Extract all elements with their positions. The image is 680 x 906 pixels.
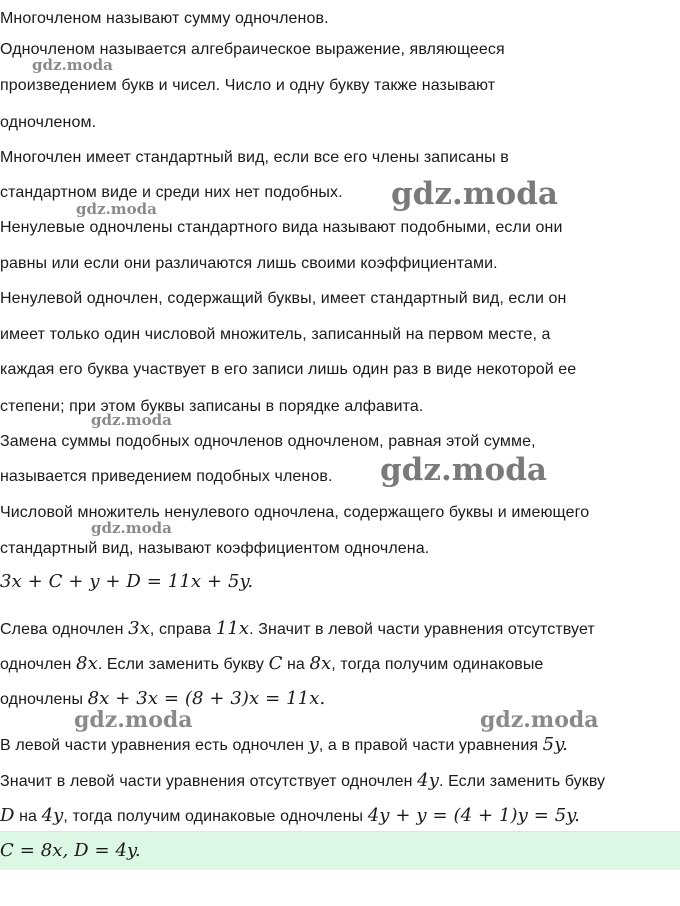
theory-line: каждая его буква участвует в его записи лишь один раз в виде некоторой ее bbox=[0, 361, 577, 378]
theory-line: называется приведением подобных членов. bbox=[0, 468, 333, 485]
theory-line: Одночленом называется алгебраическое выражение, являющееся bbox=[0, 41, 505, 58]
solution-line: D на 4y, тогда получим одинаковые одночлены 4y + y = (4 + 1)y = 5y. bbox=[0, 805, 580, 826]
theory-line: Числовой множитель ненулевого одночлена, содержащего буквы и имеющего bbox=[0, 504, 590, 521]
task-equation: 3x + C + y + D = 11x + 5y. bbox=[0, 571, 254, 592]
watermark: gdz.moda bbox=[380, 452, 547, 488]
solution-line: одночлены 8x + 3x = (8 + 3)x = 11x. bbox=[0, 688, 326, 709]
theory-line: равны или если они различаются лишь своими коэффициентами. bbox=[0, 255, 498, 272]
solution-line: одночлен 8x. Если заменить букву C на 8x, тогда получим одинаковые bbox=[0, 653, 544, 674]
watermark: gdz.moda bbox=[391, 176, 558, 212]
theory-line: стандартный вид, называют коэффициентом одночлена. bbox=[0, 540, 430, 557]
watermark: gdz.moda bbox=[74, 707, 193, 733]
watermark: gdz.moda bbox=[76, 200, 157, 218]
theory-line: Многочлен имеет стандартный вид, если все его члены записаны в bbox=[0, 149, 509, 166]
solution-line: Слева одночлен 3x, справа 11x. Значит в левой части уравнения отсутствует bbox=[0, 618, 595, 639]
solution-line: Значит в левой части уравнения отсутствует одночлен 4y. Если заменить букву bbox=[0, 770, 606, 791]
theory-line: Ненулевой одночлен, содержащий буквы, имеет стандартный вид, если он bbox=[0, 290, 567, 307]
theory-line: произведением букв и чисел. Число и одну букву также называют bbox=[0, 77, 496, 94]
theory-line: степени; при этом буквы записаны в порядке алфавита. bbox=[0, 398, 424, 415]
theory-line: Замена суммы подобных одночленов одночленом, равная этой сумме, bbox=[0, 433, 536, 450]
watermark: gdz.moda bbox=[91, 411, 172, 429]
theory-line: стандартном виде и среди них нет подобных. bbox=[0, 184, 343, 201]
theory-line: Ненулевые одночлены стандартного вида называют подобными, если они bbox=[0, 219, 563, 236]
watermark: gdz.moda bbox=[480, 707, 599, 733]
watermark: gdz.moda bbox=[91, 519, 172, 537]
solution-line: В левой части уравнения есть одночлен y, а в правой части уравнения 5y. bbox=[0, 734, 568, 755]
answer-box bbox=[0, 832, 680, 870]
theory-line: Многочленом называют сумму одночленов. bbox=[0, 10, 329, 27]
watermark: gdz.moda bbox=[32, 56, 113, 74]
theory-line: одночленом. bbox=[0, 114, 97, 131]
answer-text: C = 8x, D = 4y. bbox=[0, 840, 141, 861]
theory-line: имеет только один числовой множитель, записанный на первом месте, а bbox=[0, 326, 551, 343]
